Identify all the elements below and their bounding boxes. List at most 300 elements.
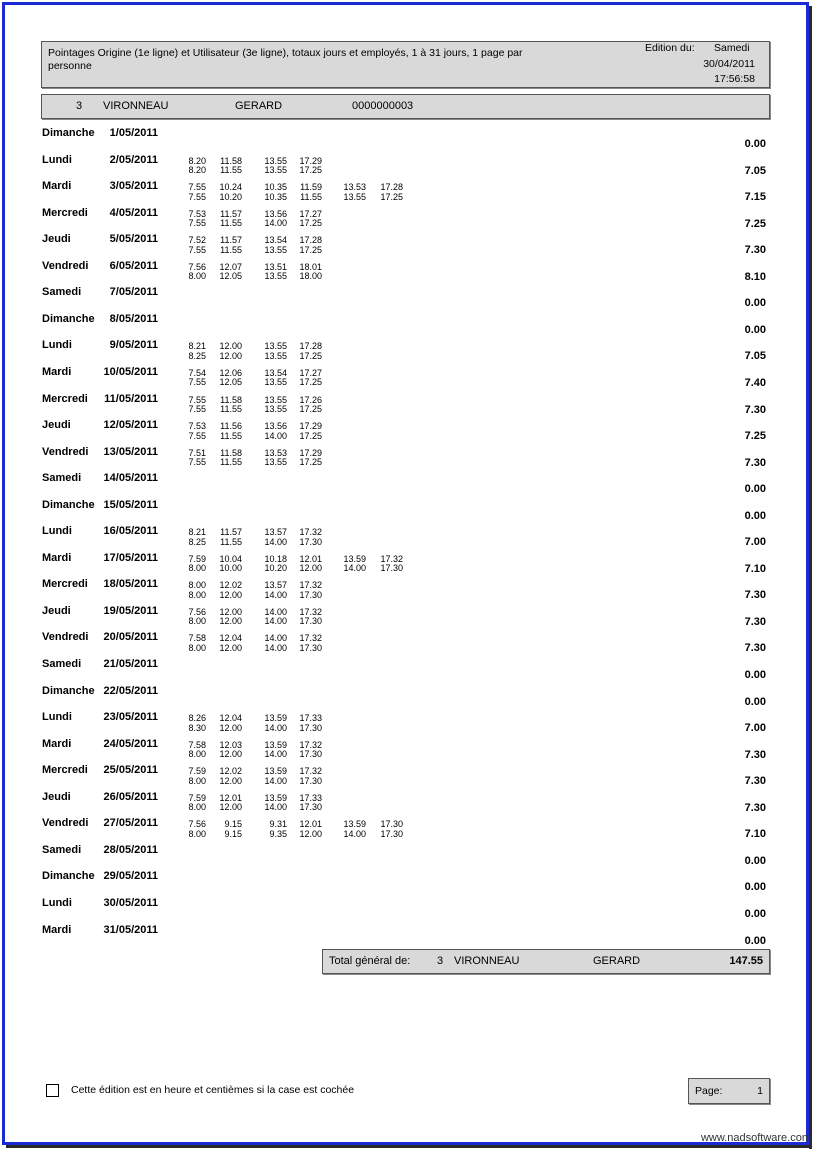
day-date: 26/05/2011 (103, 790, 158, 803)
punch-time: 7.55 (188, 218, 206, 229)
day-row (0, 443, 815, 469)
punch-time: 7.55 (188, 457, 206, 468)
punch-time: 10.35 (264, 191, 287, 202)
day-date: 9/05/2011 (109, 339, 158, 352)
day-row (0, 655, 815, 681)
day-row (0, 230, 815, 256)
day-total: 0.00 (744, 695, 766, 708)
punch-time: 17.25 (299, 404, 322, 414)
day-total: 7.30 (744, 642, 766, 655)
day-row (0, 390, 815, 416)
punch-time: 12.04 (219, 633, 242, 644)
day-total: 0.00 (744, 138, 766, 150)
punch-time: 13.53 (343, 182, 366, 193)
punch-time: 10.18 (264, 553, 287, 564)
day-name: Mercredi (42, 206, 88, 219)
punch-time: 12.00 (219, 606, 242, 617)
punch-time: 17.30 (299, 616, 322, 627)
day-total: 8.10 (744, 270, 766, 283)
punch-time: 8.00 (188, 802, 206, 813)
page-indicator (688, 1078, 770, 1104)
punch-time: 17.30 (380, 828, 403, 839)
day-name: Samedi (42, 658, 82, 670)
punch-time: 8.21 (188, 527, 206, 538)
day-row (0, 549, 815, 575)
punch-time: 12.04 (219, 713, 242, 724)
punch-time: 12.00 (219, 350, 242, 361)
punch-time: 8.20 (188, 165, 206, 176)
punch-time: 13.59 (264, 713, 287, 724)
punch-time: 17.27 (299, 367, 322, 378)
day-date: 27/05/2011 (103, 817, 158, 830)
punch-time: 17.32 (299, 633, 322, 644)
day-row (0, 788, 815, 814)
grand-total-label: Total général de: (329, 955, 411, 967)
day-total: 0.00 (744, 854, 766, 867)
punch-time: 12.00 (299, 828, 322, 839)
day-total: 7.10 (744, 828, 766, 841)
punch-time: 13.59 (264, 792, 287, 803)
punch-time: 14.00 (264, 430, 287, 441)
day-date: 31/05/2011 (103, 923, 158, 936)
punch-time: 17.30 (299, 749, 322, 760)
page-label: Page: (695, 1085, 723, 1097)
employee-header (41, 94, 770, 119)
day-total: 0.00 (744, 907, 766, 920)
punch-time: 7.59 (188, 766, 206, 777)
punch-time: 17.30 (299, 589, 322, 600)
day-total: 7.30 (744, 748, 766, 761)
punch-time: 11.56 (220, 421, 242, 432)
day-total: 7.00 (744, 722, 766, 735)
punch-time: 17.30 (299, 722, 322, 733)
punch-time: 17.32 (299, 739, 322, 750)
day-date: 13/05/2011 (103, 445, 158, 458)
punch-time: 12.01 (299, 553, 322, 564)
day-total: 7.30 (744, 244, 766, 257)
punch-time: 13.59 (264, 739, 287, 750)
punch-time: 13.55 (264, 404, 287, 414)
day-total: 7.30 (744, 403, 766, 416)
day-name: Dimanche (42, 684, 95, 697)
punch-time: 17.33 (299, 792, 322, 803)
day-date: 30/05/2011 (103, 896, 158, 909)
punch-time: 11.55 (220, 404, 242, 414)
grand-total (322, 949, 770, 974)
day-date: 17/05/2011 (103, 551, 158, 564)
punch-time: 14.00 (343, 563, 366, 574)
punch-time: 13.51 (264, 261, 287, 272)
punch-time: 12.01 (299, 819, 322, 830)
day-total: 7.30 (744, 456, 766, 469)
punch-time: 8.00 (188, 828, 206, 839)
day-total: 7.30 (744, 615, 766, 628)
day-name: Lundi (42, 525, 72, 538)
day-row (0, 257, 815, 283)
day-name: Mercredi (42, 578, 88, 591)
day-total: 7.05 (744, 164, 766, 177)
punch-time: 7.55 (188, 377, 206, 388)
punch-time: 14.00 (264, 633, 287, 644)
day-date: 14/05/2011 (103, 472, 158, 485)
day-date: 12/05/2011 (103, 419, 158, 432)
punch-time: 11.55 (220, 244, 242, 255)
punch-time: 11.55 (220, 218, 242, 229)
punch-time: 13.55 (264, 155, 287, 166)
day-date: 1/05/2011 (109, 127, 158, 139)
day-row (0, 204, 815, 230)
punch-time: 7.58 (188, 633, 206, 644)
punch-time: 12.06 (219, 367, 242, 378)
day-total: 7.25 (744, 430, 766, 443)
page-number: 1 (757, 1085, 763, 1097)
day-total: 0.00 (744, 669, 766, 681)
punch-time: 7.54 (188, 367, 206, 378)
day-name: Vendredi (42, 445, 89, 458)
day-total: 0.00 (744, 323, 766, 336)
day-row (0, 151, 815, 177)
punch-time: 8.00 (188, 775, 206, 786)
punch-time: 12.00 (219, 802, 242, 813)
punch-time: 17.30 (380, 819, 403, 830)
punch-time: 8.25 (188, 536, 206, 547)
punch-time: 12.00 (299, 563, 322, 574)
day-row (0, 602, 815, 628)
punch-time: 17.30 (299, 536, 322, 547)
day-row (0, 735, 815, 761)
day-date: 19/05/2011 (103, 604, 158, 617)
edition-day: Samedi (714, 42, 750, 54)
day-name: Dimanche (42, 312, 95, 325)
punch-time: 7.59 (188, 553, 206, 564)
day-total: 0.00 (744, 934, 766, 947)
punch-time: 17.32 (380, 553, 403, 564)
day-total: 0.00 (744, 881, 766, 894)
day-row (0, 522, 815, 548)
punch-time: 17.29 (299, 447, 322, 458)
punch-time: 13.55 (264, 244, 287, 255)
punch-time: 12.00 (219, 589, 242, 600)
punch-time: 12.01 (219, 792, 242, 803)
hours-format-checkbox[interactable] (46, 1084, 59, 1097)
day-date: 23/05/2011 (103, 711, 158, 724)
punch-time: 11.55 (220, 430, 242, 441)
watermark: www.nadsoftware.com (700, 1132, 811, 1144)
day-name: Mardi (42, 365, 72, 378)
punch-time: 17.25 (299, 377, 322, 388)
punch-time: 14.00 (264, 722, 287, 733)
punch-time: 14.00 (264, 642, 287, 653)
punch-time: 12.07 (219, 261, 242, 272)
day-row (0, 363, 815, 389)
punch-time: 13.54 (264, 367, 287, 378)
day-name: Dimanche (42, 127, 95, 139)
punch-time: 17.25 (299, 350, 322, 361)
punch-time: 7.53 (188, 208, 206, 219)
punch-time: 8.00 (188, 749, 206, 760)
punch-time: 13.57 (264, 580, 287, 591)
day-date: 21/05/2011 (103, 658, 158, 670)
punch-time: 8.20 (188, 155, 206, 166)
punch-time: 17.25 (380, 191, 403, 202)
punch-time: 10.20 (264, 563, 287, 574)
punch-time: 12.02 (219, 580, 242, 591)
punch-time: 7.55 (188, 182, 206, 193)
day-date: 15/05/2011 (103, 498, 158, 511)
day-name: Vendredi (42, 817, 89, 830)
punch-time: 17.30 (299, 802, 322, 813)
day-total: 7.30 (744, 589, 766, 602)
punch-time: 7.56 (188, 819, 206, 830)
punch-time: 13.56 (264, 208, 287, 219)
day-row (0, 283, 815, 309)
punch-time: 7.52 (188, 235, 206, 246)
punch-time: 8.00 (188, 589, 206, 600)
punch-time: 17.27 (299, 208, 322, 219)
day-row (0, 867, 815, 893)
punch-time: 10.04 (219, 553, 242, 564)
day-date: 11/05/2011 (104, 392, 158, 405)
edition-time: 17:56:58 (714, 73, 755, 85)
punch-time: 12.00 (219, 341, 242, 352)
day-date: 16/05/2011 (103, 525, 158, 538)
punch-time: 17.25 (299, 430, 322, 441)
punch-time: 12.02 (219, 766, 242, 777)
grand-total-last-name: VIRONNEAU (454, 955, 520, 967)
day-total: 7.25 (744, 217, 766, 230)
day-row (0, 814, 815, 840)
punch-time: 7.55 (188, 394, 206, 405)
day-total: 7.30 (744, 775, 766, 788)
day-name: Jeudi (42, 233, 71, 246)
day-row (0, 841, 815, 867)
punch-time: 8.00 (188, 563, 206, 574)
punch-time: 8.00 (188, 271, 206, 282)
day-total: 7.30 (744, 801, 766, 814)
day-date: 29/05/2011 (103, 870, 158, 883)
day-name: Mardi (42, 923, 72, 936)
punch-time: 17.29 (299, 421, 322, 432)
day-name: Jeudi (42, 419, 71, 432)
punch-time: 7.55 (188, 191, 206, 202)
punch-time: 12.00 (219, 642, 242, 653)
day-date: 8/05/2011 (109, 312, 158, 325)
day-row (0, 416, 815, 442)
day-name: Dimanche (42, 498, 95, 511)
day-date: 7/05/2011 (109, 286, 158, 299)
punch-time: 8.25 (188, 350, 206, 361)
punch-time: 11.55 (220, 165, 242, 176)
employee-first-name: GERARD (235, 100, 283, 112)
punch-time: 7.58 (188, 739, 206, 750)
punch-time: 13.55 (264, 341, 287, 352)
punch-time: 11.58 (220, 155, 242, 166)
day-date: 6/05/2011 (109, 259, 158, 272)
day-name: Lundi (42, 896, 72, 909)
punch-time: 11.57 (220, 235, 242, 246)
day-date: 3/05/2011 (109, 180, 158, 193)
day-name: Mardi (42, 737, 72, 750)
day-total: 7.40 (744, 376, 766, 389)
day-row (0, 708, 815, 734)
day-total: 7.15 (744, 191, 766, 204)
punch-time: 17.32 (299, 766, 322, 777)
punch-time: 11.55 (220, 457, 242, 468)
punch-time: 10.24 (219, 182, 242, 193)
punch-time: 17.25 (299, 218, 322, 229)
day-row (0, 469, 815, 495)
day-name: Mardi (42, 551, 72, 564)
punch-time: 17.28 (299, 235, 322, 246)
day-date: 18/05/2011 (103, 578, 158, 591)
punch-time: 12.05 (219, 377, 242, 388)
day-total: 7.00 (744, 536, 766, 549)
punch-time: 17.32 (299, 580, 322, 591)
hours-format-label: Cette édition est en heure et centièmes si la case est cochée (71, 1084, 355, 1096)
punch-time: 10.00 (219, 563, 242, 574)
day-name: Samedi (42, 472, 82, 485)
punch-time: 7.56 (188, 606, 206, 617)
punch-time: 9.15 (224, 828, 242, 839)
day-row (0, 496, 815, 522)
punch-time: 14.00 (264, 536, 287, 547)
day-row (0, 921, 815, 947)
employee-code: 0000000003 (352, 100, 414, 112)
punch-time: 11.55 (300, 191, 322, 202)
punch-time: 9.31 (269, 819, 287, 830)
punch-time: 17.25 (299, 165, 322, 176)
punch-time: 8.00 (188, 580, 206, 591)
day-date: 20/05/2011 (103, 631, 158, 644)
punch-time: 11.57 (220, 527, 242, 538)
punch-time: 13.53 (264, 447, 287, 458)
punch-time: 10.20 (219, 191, 242, 202)
punch-time: 14.00 (264, 218, 287, 229)
punch-time: 17.29 (299, 155, 322, 166)
day-name: Dimanche (42, 870, 95, 883)
punch-time: 8.00 (188, 642, 206, 653)
day-date: 4/05/2011 (109, 206, 158, 219)
punch-time: 13.59 (343, 819, 366, 830)
day-name: Lundi (42, 153, 72, 166)
punch-time: 8.30 (188, 722, 206, 733)
punch-time: 17.33 (299, 713, 322, 724)
punch-time: 17.26 (299, 394, 322, 405)
punch-time: 7.55 (188, 404, 206, 414)
day-date: 28/05/2011 (103, 843, 158, 856)
punch-time: 13.55 (264, 377, 287, 388)
punch-time: 12.00 (219, 775, 242, 786)
day-name: Jeudi (42, 790, 71, 803)
punch-time: 13.54 (264, 235, 287, 246)
punch-time: 13.55 (264, 271, 287, 282)
punch-time: 12.05 (219, 271, 242, 282)
day-name: Vendredi (42, 259, 89, 272)
day-date: 2/05/2011 (109, 153, 158, 166)
punch-time: 13.55 (343, 191, 366, 202)
punch-time: 17.32 (299, 606, 322, 617)
punch-time: 9.15 (224, 819, 242, 830)
day-total: 0.00 (744, 483, 766, 496)
punch-time: 7.59 (188, 792, 206, 803)
day-row (0, 894, 815, 920)
punch-time: 11.58 (220, 447, 242, 458)
punch-time: 13.59 (343, 553, 366, 564)
day-row (0, 336, 815, 362)
day-date: 25/05/2011 (103, 764, 158, 777)
day-total: 7.10 (744, 562, 766, 575)
punch-time: 11.58 (220, 394, 242, 405)
punch-time: 18.00 (299, 271, 322, 282)
punch-time: 12.00 (219, 616, 242, 627)
punch-time: 17.32 (299, 527, 322, 538)
punch-time: 13.56 (264, 421, 287, 432)
punch-time: 10.35 (264, 182, 287, 193)
punch-time: 14.00 (343, 828, 366, 839)
day-name: Samedi (42, 843, 82, 856)
grand-total-value: 147.55 (729, 955, 763, 967)
punch-time: 7.51 (188, 447, 206, 458)
report-title: Pointages Origine (1e ligne) et Utilisateur (3e ligne), totaux jours et employés, 1 à 31 jours, 1 page par personne (48, 47, 523, 72)
punch-time: 13.57 (264, 527, 287, 538)
day-row (0, 575, 815, 601)
day-name: Jeudi (42, 604, 71, 617)
punch-time: 17.28 (380, 182, 403, 193)
punch-time: 13.55 (264, 457, 287, 468)
edition-date: 30/04/2011 (703, 58, 755, 70)
grand-total-first-name: GERARD (593, 955, 641, 967)
punch-time: 12.00 (219, 749, 242, 760)
day-row (0, 124, 815, 150)
punch-time: 7.53 (188, 421, 206, 432)
day-row (0, 682, 815, 708)
punch-time: 12.00 (219, 722, 242, 733)
day-name: Vendredi (42, 631, 89, 644)
day-date: 5/05/2011 (109, 233, 158, 246)
punch-time: 12.03 (219, 739, 242, 750)
day-total: 7.05 (744, 350, 766, 363)
employee-last-name: VIRONNEAU (103, 100, 169, 112)
grand-total-number: 3 (437, 955, 444, 967)
punch-time: 11.55 (220, 536, 242, 547)
punch-time: 14.00 (264, 802, 287, 813)
day-name: Samedi (42, 286, 82, 299)
punch-time: 17.30 (380, 563, 403, 574)
punch-time: 17.28 (299, 341, 322, 352)
day-name: Lundi (42, 711, 72, 724)
frame-shadow-bottom (6, 1145, 812, 1148)
day-date: 22/05/2011 (103, 684, 158, 697)
punch-time: 11.57 (220, 208, 242, 219)
report-header (41, 41, 770, 88)
punch-time: 7.55 (188, 430, 206, 441)
punch-time: 18.01 (299, 261, 322, 272)
punch-time: 14.00 (264, 589, 287, 600)
punch-time: 11.59 (300, 182, 322, 193)
punch-time: 13.55 (264, 350, 287, 361)
day-name: Lundi (42, 339, 72, 352)
punch-time: 17.30 (299, 775, 322, 786)
day-row (0, 177, 815, 203)
punch-time: 8.21 (188, 341, 206, 352)
punch-time: 13.55 (264, 165, 287, 176)
day-row (0, 310, 815, 336)
day-total: 0.00 (744, 297, 766, 310)
employee-number: 3 (76, 100, 83, 112)
day-name: Mercredi (42, 392, 88, 405)
punch-time: 13.55 (264, 394, 287, 405)
day-date: 24/05/2011 (103, 737, 158, 750)
